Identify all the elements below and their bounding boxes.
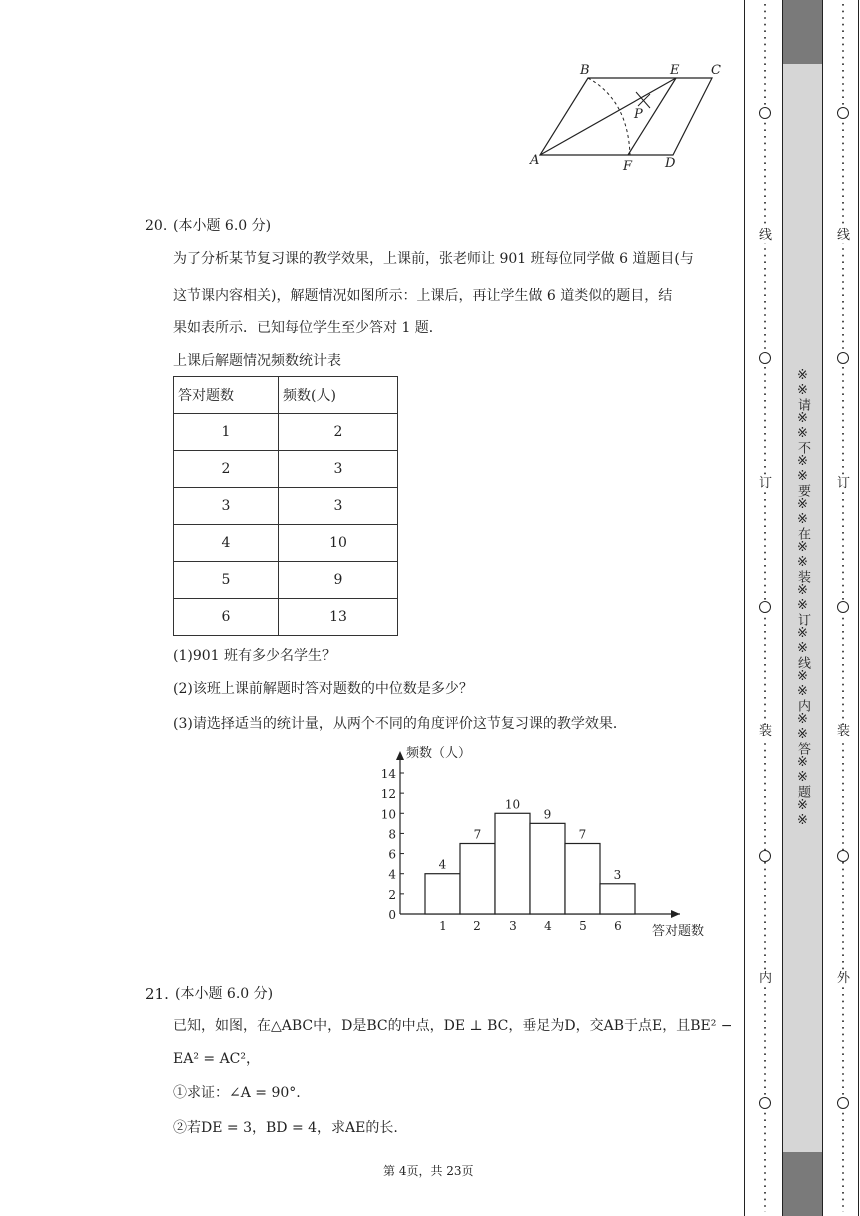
binding-hole-icon [837, 352, 849, 364]
y-tick-label: 8 [388, 827, 396, 842]
table-row [174, 488, 398, 525]
y-tick-label: 10 [380, 807, 396, 822]
warning-strip-bottom-cap [783, 1152, 822, 1216]
margin-char-ding: 订 [837, 476, 851, 491]
binding-hole-icon [759, 850, 771, 862]
x-tick-label: 4 [544, 919, 552, 933]
table-title: 上课后解题情况频数统计表 [173, 353, 341, 369]
q21-item-1: ①求证：∠A = 90°. [173, 1085, 301, 1101]
x-tick-label: 3 [509, 919, 517, 933]
q20-number: 20. [145, 218, 168, 234]
x-tick-label: 2 [473, 919, 481, 933]
vertex-label-b: B [580, 63, 590, 78]
point-label-p: P [634, 107, 643, 122]
q21-score: (本小题 6.0 分) [175, 986, 274, 1002]
table-header-cell: 答对题数 [174, 377, 279, 414]
binding-hole-icon [837, 1097, 849, 1109]
page-footer: 第 4页，共 23页 [383, 1164, 474, 1178]
histogram-bar [495, 813, 530, 914]
y-axis-arrow-icon [396, 751, 404, 760]
x-tick-label: 6 [614, 919, 622, 933]
q21-text-line-1: 已知，如图，在△ABC中，D是BC的中点，DE ⊥ BC，垂足为D，交AB于点E，且BE² − [173, 1018, 733, 1034]
table-cell: 2 [174, 451, 279, 488]
margin-warning-text: ※※请※※不※※要※※在※※装※※订※※线※※内※※答※※题※※ [795, 368, 810, 828]
binding-hole-icon [837, 107, 849, 119]
q20-subquestion-3: (3)请选择适当的统计量，从两个不同的角度评价这节复习课的教学效果． [173, 716, 627, 732]
histogram-bar [425, 874, 460, 914]
table-cell: 6 [174, 599, 279, 636]
x-tick-label: 1 [439, 919, 447, 933]
table-cell: 9 [279, 562, 398, 599]
binding-hole-icon [759, 107, 771, 119]
q20-score: (本小题 6.0 分) [173, 218, 272, 234]
binding-hole-icon [837, 601, 849, 613]
y-tick-label: 4 [388, 867, 396, 882]
table-cell: 10 [279, 525, 398, 562]
frequency-table [173, 376, 398, 636]
table-row [174, 599, 398, 636]
table-row [174, 525, 398, 562]
margin-char-wai: 外 [837, 971, 851, 986]
y-axis-label: 频数（人） [406, 746, 472, 761]
table-header-row [174, 377, 398, 414]
margin-char-zhuang: 装 [759, 724, 773, 739]
y-tick-label: 14 [380, 767, 396, 781]
table-cell: 3 [279, 488, 398, 525]
q20-subquestion-1: (1)901 班有多少名学生？ [173, 648, 337, 664]
vertex-label-a: A [530, 153, 540, 168]
binding-hole-icon [759, 352, 771, 364]
q20-text-line-3: 果如表所示．已知每位学生至少答对 1 题． [173, 320, 443, 336]
y-tick-label: 12 [380, 787, 396, 802]
binding-hole-icon [759, 1097, 771, 1109]
y-tick-label: 0 [388, 908, 396, 922]
table-cell: 3 [279, 451, 398, 488]
q21-number: 21. [145, 985, 169, 1003]
vertex-label-d: D [665, 156, 676, 171]
margin-char-ding: 订 [759, 476, 773, 491]
x-axis-arrow-icon [671, 910, 680, 918]
q21-text-line-2: EA² = AC²， [173, 1051, 261, 1067]
bar-data-label: 7 [473, 827, 482, 842]
margin-char-zhuang: 装 [837, 724, 851, 739]
table-cell: 4 [174, 525, 279, 562]
pre-class-frequency-histogram [360, 735, 725, 945]
histogram-bar [460, 844, 495, 915]
parallelogram-figure [528, 60, 733, 175]
x-tick-label: 5 [579, 919, 587, 933]
bar-data-label: 3 [613, 867, 622, 882]
binding-hole-icon [759, 601, 771, 613]
table-row [174, 451, 398, 488]
table-header-cell: 频数(人) [279, 377, 398, 414]
vertex-label-e: E [670, 63, 680, 78]
bar-data-label: 9 [543, 807, 552, 822]
bar-data-label: 10 [504, 797, 521, 812]
table-cell: 2 [279, 414, 398, 451]
vertex-label-c: C [711, 63, 721, 78]
bar-data-label: 7 [578, 827, 587, 842]
margin-rule-left [744, 0, 745, 1216]
table-row [174, 562, 398, 599]
y-tick-label: 6 [388, 847, 396, 862]
histogram-bar [530, 823, 565, 914]
bar-data-label: 4 [438, 857, 447, 872]
margin-rule-right [858, 0, 859, 1216]
margin-char-xian: 线 [759, 228, 773, 243]
q21-item-2: ②若DE = 3，BD = 4，求AE的长. [173, 1120, 398, 1136]
point-label-f: F [623, 159, 633, 174]
histogram-bar [565, 844, 600, 915]
histogram-bar [600, 884, 635, 914]
y-tick-label: 2 [388, 887, 396, 902]
q20-subquestion-2: (2)该班上课前解题时答对题数的中位数是多少？ [173, 681, 473, 697]
table-row [174, 414, 398, 451]
margin-rule-middle-right [822, 0, 823, 1216]
table-cell: 5 [174, 562, 279, 599]
warning-strip-top-cap [783, 0, 822, 64]
margin-rule-middle-left [782, 0, 783, 1216]
table-cell: 1 [174, 414, 279, 451]
q20-text-line-2: 这节课内容相关)，解题情况如图所示：上课后，再让学生做 6 道类似的题目，结 [173, 288, 673, 304]
margin-char-nei: 内 [759, 971, 773, 986]
table-cell: 13 [279, 599, 398, 636]
margin-char-xian: 线 [837, 228, 851, 243]
binding-hole-icon [837, 850, 849, 862]
table-cell: 3 [174, 488, 279, 525]
x-axis-label: 答对题数 [652, 924, 705, 939]
q20-text-line-1: 为了分析某节复习课的教学效果，上课前，张老师让 901 班每位同学做 6 道题目(与 [173, 251, 694, 267]
